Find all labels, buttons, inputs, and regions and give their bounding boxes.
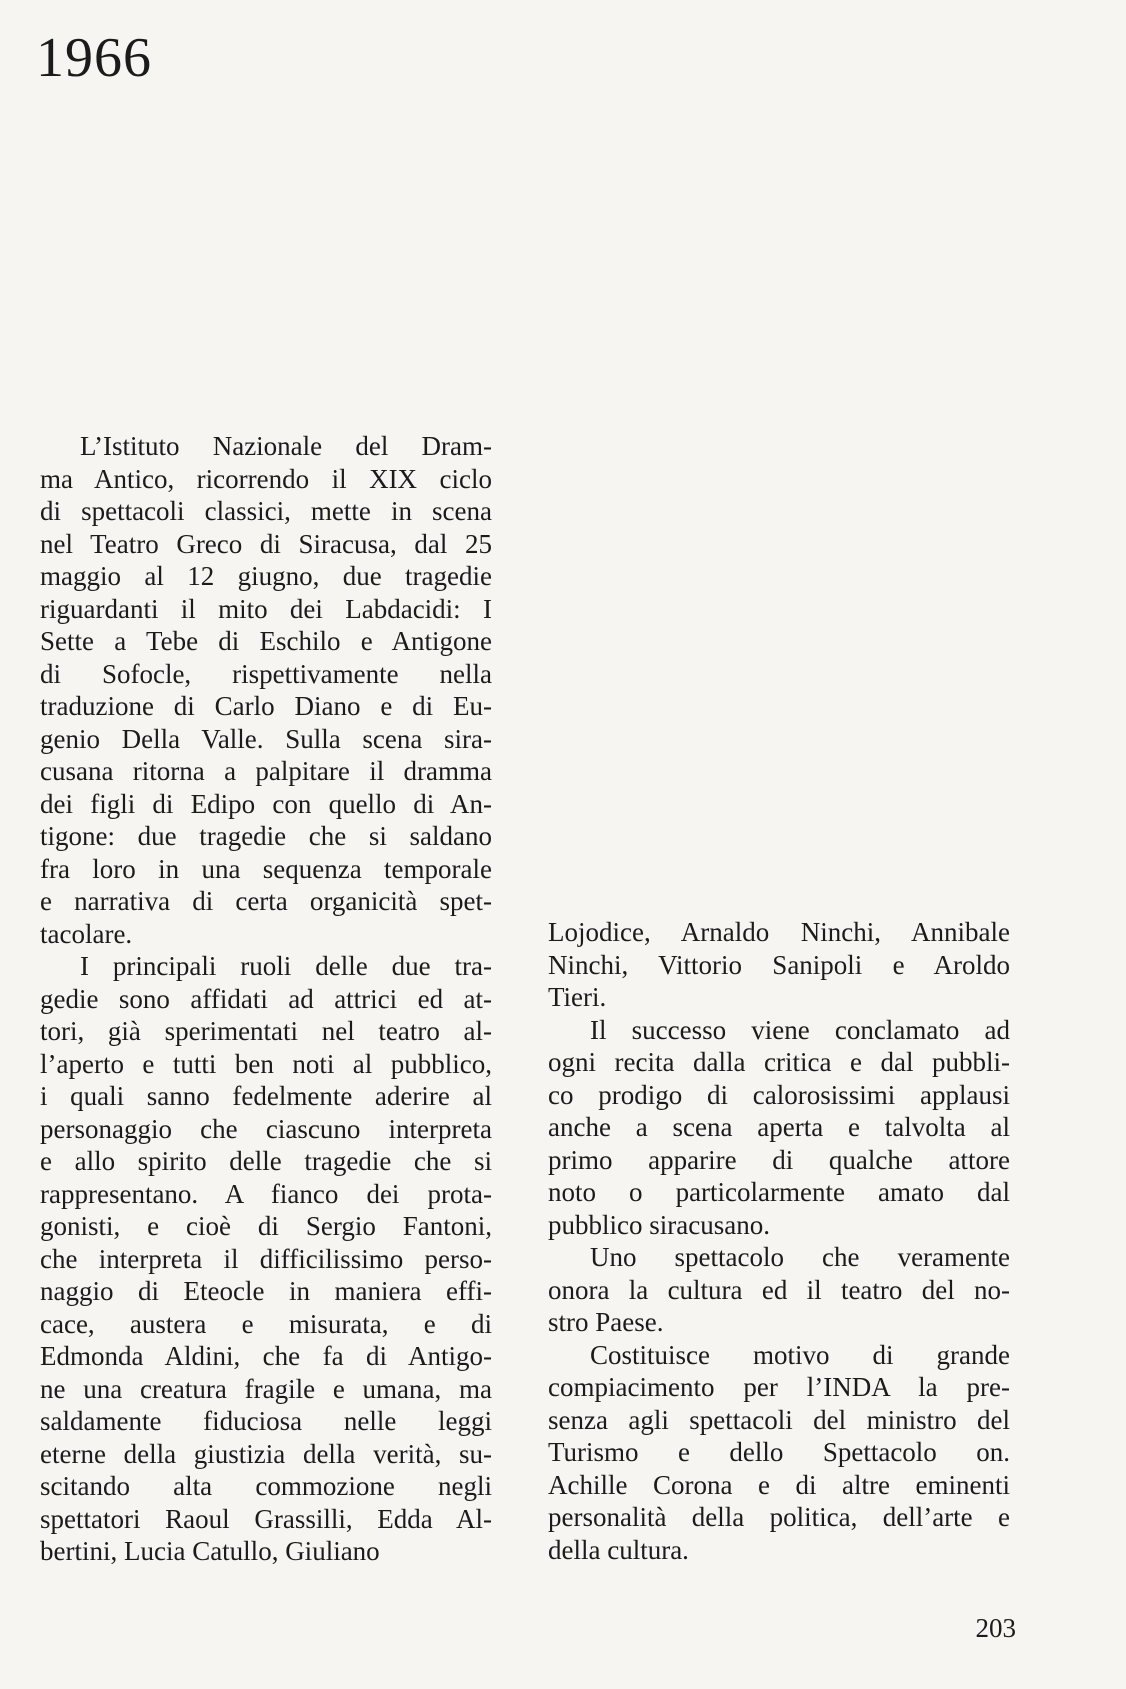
text-line: L’Istituto Nazionale del Dram- bbox=[80, 431, 492, 461]
text-line: onora la cultura ed il teatro del no- bbox=[548, 1274, 1010, 1305]
text-line: Tieri. bbox=[548, 982, 607, 1012]
text-line: traduzione di Carlo Diano e di Eu- bbox=[40, 691, 492, 721]
text-line: dei figli di Edipo con quello di An- bbox=[40, 788, 492, 819]
paragraph bbox=[548, 1241, 1010, 1339]
paragraph bbox=[548, 1339, 1010, 1567]
paragraph bbox=[548, 1014, 1010, 1242]
text-line: personaggio che ciascuno interpreta bbox=[40, 1113, 492, 1144]
text-line: Sette a Tebe di Eschilo e Antigone bbox=[40, 626, 492, 656]
paragraph bbox=[40, 430, 492, 950]
text-line: cace, austera e misurata, e di bbox=[40, 1308, 492, 1339]
text-line: primo apparire di qualche attore bbox=[548, 1144, 1010, 1175]
text-line: l’aperto e tutti ben noti al pubblico, bbox=[40, 1048, 492, 1079]
text-line: Achille Corona e di altre eminenti bbox=[548, 1469, 1010, 1500]
text-line: i quali sanno fedelmente aderire al bbox=[40, 1081, 492, 1111]
text-line: tacolare. bbox=[40, 918, 133, 949]
text-line: stro Paese. bbox=[548, 1307, 664, 1337]
text-line: gonisti, e cioè di Sergio Fantoni, bbox=[40, 1211, 492, 1241]
text-line: gedie sono affidati ad attrici ed at- bbox=[40, 983, 492, 1014]
text-line: ma Antico, ricorrendo il XIX ciclo bbox=[40, 463, 492, 494]
text-line: tori, già sperimentati nel teatro al- bbox=[40, 1016, 492, 1046]
text-line: naggio di Eteocle in maniera effi- bbox=[40, 1276, 492, 1306]
text-line: nel Teatro Greco di Siracusa, dal 25 bbox=[40, 528, 492, 559]
text-line: co prodigo di calorosissimi applausi bbox=[548, 1079, 1010, 1110]
text-line: senza agli spettacoli del ministro del bbox=[548, 1404, 1010, 1435]
paragraph bbox=[40, 950, 492, 1568]
text-line: compiacimento per l’INDA la pre- bbox=[548, 1372, 1010, 1402]
right-text-column bbox=[548, 916, 1010, 1566]
page-number: 203 bbox=[975, 1613, 1016, 1643]
text-line: riguardanti il mito dei Labdacidi: I bbox=[40, 593, 492, 624]
text-line: di spettacoli classici, mette in scena bbox=[40, 496, 492, 526]
text-line: saldamente fiduciosa nelle leggi bbox=[40, 1406, 492, 1436]
text-line: e allo spirito delle tragedie che si bbox=[40, 1146, 492, 1176]
text-line: ogni recita dalla critica e dal pubbli- bbox=[548, 1047, 1010, 1077]
text-line: noto o particolarmente amato dal bbox=[548, 1177, 1010, 1207]
text-line: di Sofocle, rispettivamente nella bbox=[40, 658, 492, 689]
text-line: scitando alta commozione negli bbox=[40, 1471, 492, 1501]
text-line: Il successo viene conclamato ad bbox=[590, 1014, 1010, 1045]
text-line: Turismo e dello Spettacolo on. bbox=[548, 1437, 1010, 1467]
text-line: genio Della Valle. Sulla scena sira- bbox=[40, 723, 492, 754]
text-line: Costituisce motivo di grande bbox=[590, 1339, 1010, 1370]
text-line: fra loro in una sequenza temporale bbox=[40, 853, 492, 884]
text-line: eterne della giustizia della verità, su- bbox=[40, 1438, 492, 1469]
text-line: I principali ruoli delle due tra- bbox=[80, 951, 492, 981]
page-year-heading: 1966 bbox=[36, 27, 152, 89]
text-line: Ninchi, Vittorio Sanipoli e Aroldo bbox=[548, 949, 1010, 980]
text-line: e narrativa di certa organicità spet- bbox=[40, 886, 492, 916]
text-line: che interpreta il difficilissimo perso- bbox=[40, 1243, 492, 1274]
text-line: personalità della politica, dell’arte e bbox=[548, 1502, 1010, 1532]
text-line: della cultura. bbox=[548, 1534, 689, 1565]
text-line: ne una creatura fragile e umana, ma bbox=[40, 1373, 492, 1404]
text-line: rappresentano. A fianco dei prota- bbox=[40, 1178, 492, 1209]
text-line: anche a scena aperta e talvolta al bbox=[548, 1112, 1010, 1142]
left-text-column bbox=[40, 430, 492, 1568]
text-line: Uno spettacolo che veramente bbox=[590, 1242, 1010, 1272]
text-line: cusana ritorna a palpitare il dramma bbox=[40, 756, 492, 786]
text-line: tigone: due tragedie che si saldano bbox=[40, 821, 492, 851]
text-line: Edmonda Aldini, che fa di Antigo- bbox=[40, 1341, 492, 1371]
text-line: bertini, Lucia Catullo, Giuliano bbox=[40, 1536, 380, 1566]
paragraph bbox=[548, 916, 1010, 1014]
text-line: spettatori Raoul Grassilli, Edda Al- bbox=[40, 1503, 492, 1534]
text-line: Lojodice, Arnaldo Ninchi, Annibale bbox=[548, 917, 1010, 947]
text-line: maggio al 12 giugno, due tragedie bbox=[40, 561, 492, 591]
text-line: pubblico siracusano. bbox=[548, 1209, 770, 1240]
